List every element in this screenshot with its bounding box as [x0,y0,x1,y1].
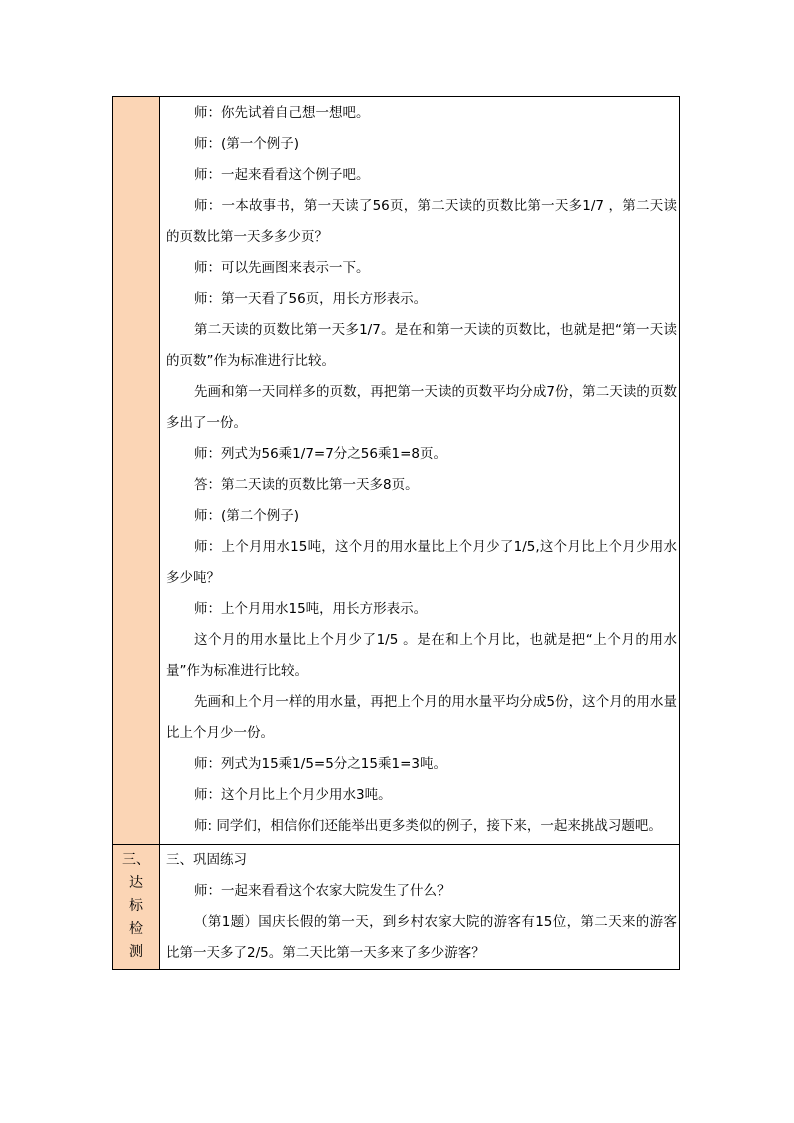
section-label-practice: 三、 达 标 检 测 [122,852,150,960]
paragraph: 第二天读的页数比第一天多1/7。是在和第一天读的页数比，也就是把“第一天读的页数”作为标准进行比较。 [166,322,677,369]
paragraph: 师：第一天看了56页，用长方形表示。 [194,291,428,307]
paragraph: 师：一本故事书，第一天读了56页，第二天读的页数比第一天多1/7 ，第二天读的页数比第一天多多少页？ [166,198,677,245]
paragraph: 师：这个月比上个月少用水3吨。 [194,787,392,803]
paragraph: 师：列式为15乘1/5=5分之15乘1=3吨。 [194,756,447,772]
section-content-cell [160,845,680,970]
paragraph: 师：(第二个例子) [194,508,300,524]
paragraph: 先画和第一天同样多的页数，再把第一天读的页数平均分成7份，第二天读的页数多出了一份。 [166,384,677,431]
paragraph: 答：第二天读的页数比第一天多8页。 [194,477,419,493]
section-label [113,97,159,101]
paragraph: 师：列式为56乘1/7=7分之56乘1=8页。 [194,446,447,462]
paragraph: 师：上个月用水15吨，用长方形表示。 [194,601,428,617]
paragraph: 师: 同学们，相信你们还能举出更多类似的例子，接下来，一起来挑战习题吧。 [194,818,662,834]
section-heading: 三、巩固练习 [166,852,247,868]
paragraph: 师：上个月用水15吨，这个月的用水量比上个月少了1/5,这个月比上个月少用水多少吨？ [166,539,677,586]
paragraph: 师：可以先画图来表示一下。 [194,260,370,276]
table-row-practice [113,845,680,970]
paragraph: 师：一起来看看这个农家大院发生了什么？ [194,883,451,899]
paragraph: 师：你先试着自己想一想吧。 [194,105,370,121]
paragraph: 师：(第一个例子) [194,136,300,152]
section-label-cell [113,97,160,845]
paragraph: 师：一起来看看这个例子吧。 [194,167,370,183]
section-label-cell [113,845,160,970]
lesson-plan-table [112,96,680,970]
section-content-cell [160,97,680,845]
table-row-lesson-body [113,97,680,845]
paragraph: 这个月的用水量比上个月少了1/5 。是在和上个月比，也就是把“上个月的用水量”作为标准进行比较。 [166,632,677,679]
paragraph: 先画和上个月一样的用水量，再把上个月的用水量平均分成5份，这个月的用水量比上个月少一份。 [166,694,677,741]
paragraph: （第1题）国庆长假的第一天，到乡村农家大院的游客有15位，第二天来的游客比第一天多了2/5。第二天比第一天多来了多少游客？ [166,914,677,961]
